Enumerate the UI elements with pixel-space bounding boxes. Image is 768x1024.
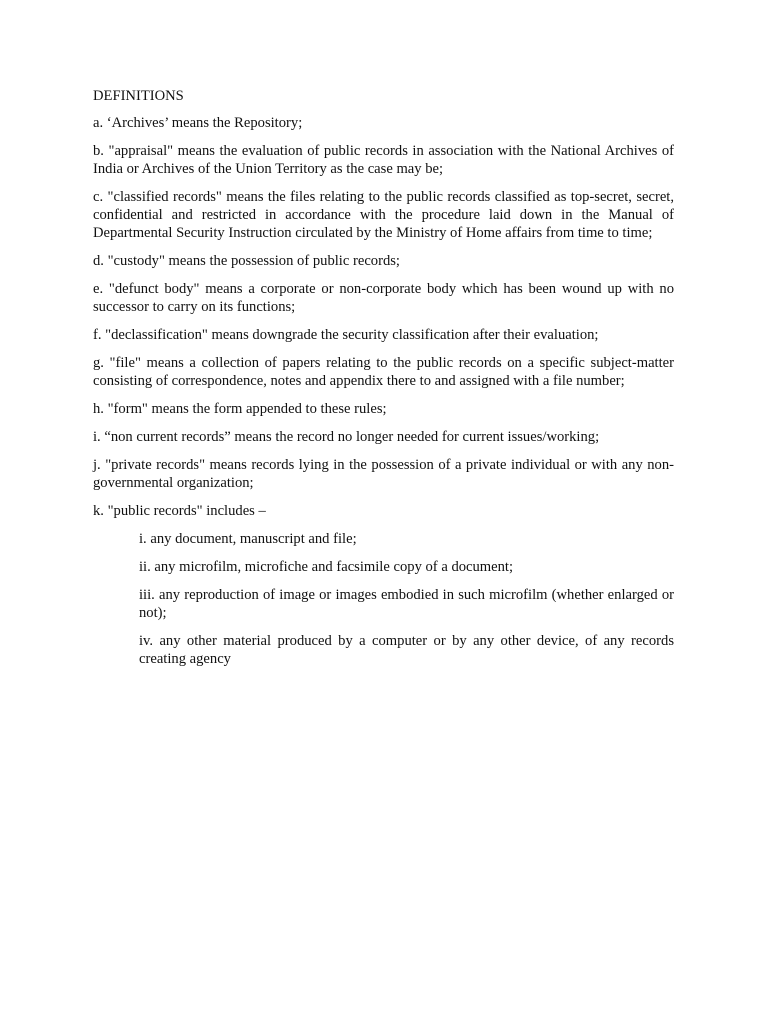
definition-non-current-records: i. “non current records” means the record no longer needed for current issues/working; — [93, 429, 600, 445]
definition-archives: a. ‘Archives’ means the Repository; — [93, 115, 303, 131]
public-records-item: ii. any microfilm, microfiche and facsimile copy of a document; — [139, 559, 514, 575]
definition-declassification: f. "declassification" means downgrade the security classification after their evaluation; — [93, 327, 599, 343]
definition-custody: d. "custody" means the possession of public records; — [93, 253, 400, 269]
public-records-item: iii. any reproduction of image or images embodied in such microfilm (whether enlarged or not); — [139, 587, 674, 621]
definition-appraisal: b. "appraisal" means the evaluation of public records in association with the National Archives of India or Archives of the Union Territory as the case may be; — [93, 143, 674, 177]
definition-defunct-body: e. "defunct body" means a corporate or non-corporate body which has been wound up with no successor to carry on its functions; — [93, 281, 674, 315]
definition-file: g. "file" means a collection of papers relating to the public records on a specific subject-matter consisting of correspondence, notes and appendix there to and assigned with a file number; — [93, 355, 674, 389]
public-records-item: iv. any other material produced by a computer or by any other device, of any records creating agency — [139, 633, 674, 667]
public-records-item: i. any document, manuscript and file; — [139, 531, 357, 547]
public-records-list — [93, 530, 674, 668]
definition-form: h. "form" means the form appended to these rules; — [93, 401, 387, 417]
document-heading: DEFINITIONS — [93, 88, 184, 104]
definition-classified-records: c. "classified records" means the files relating to the public records classified as top-secret, secret, confidential and restricted in accordance with the procedure laid down in the Manual of Departmental Security Instruction circulated by the Ministry of Home affairs from time to time; — [93, 189, 674, 241]
definition-public-records: k. "public records" includes – — [93, 503, 266, 519]
definition-private-records: j. "private records" means records lying in the possession of a private individual or with any non-governmental organization; — [93, 457, 674, 491]
document-page — [93, 87, 674, 678]
